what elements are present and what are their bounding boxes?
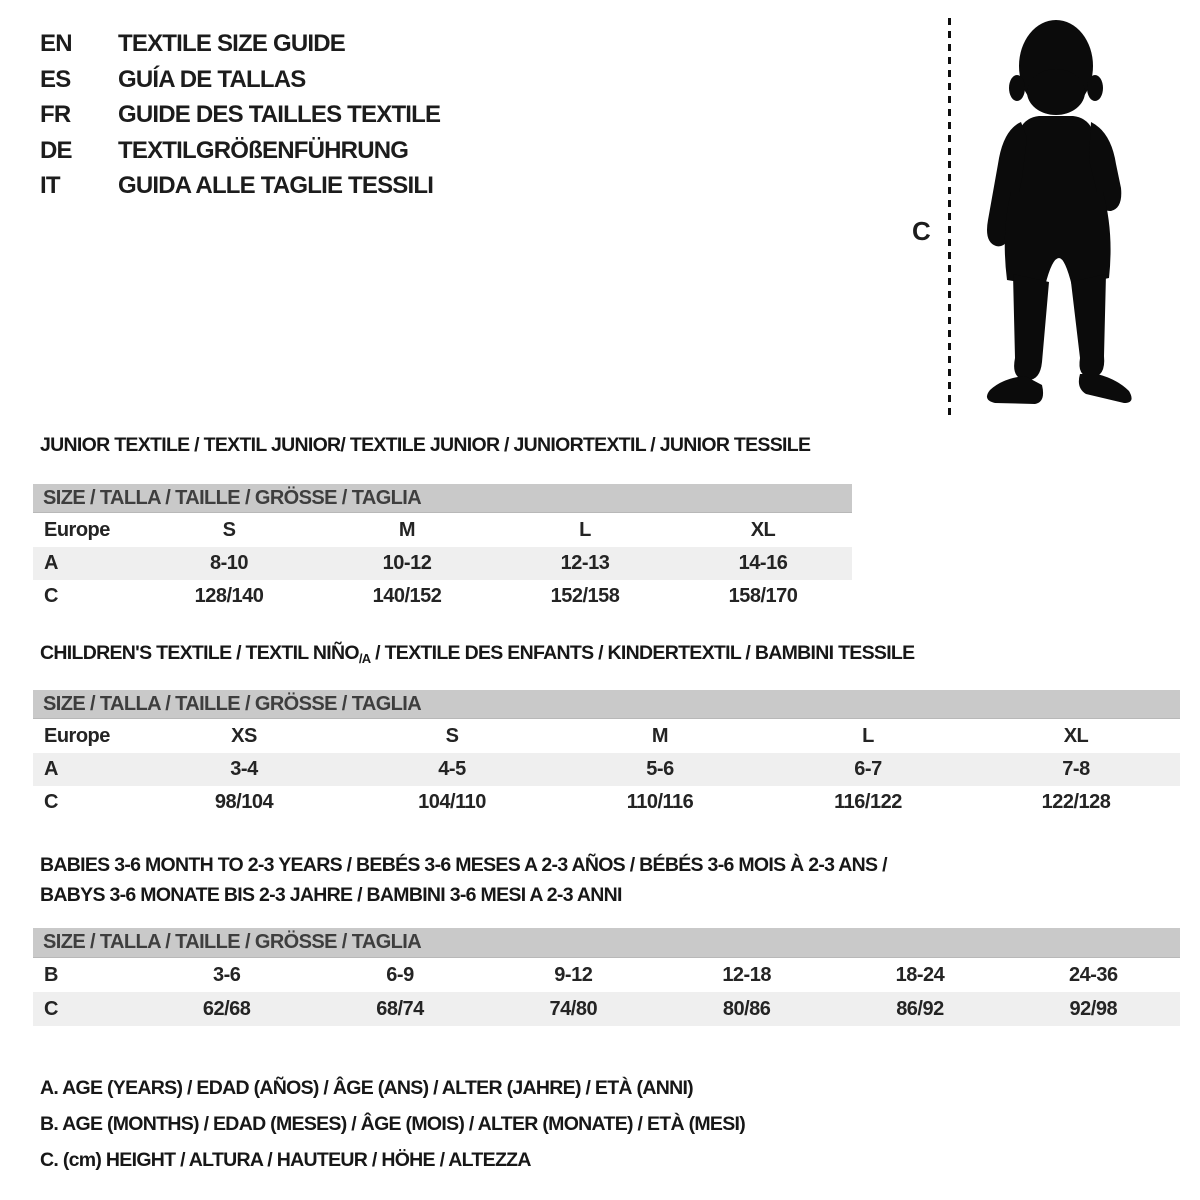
babies-title-line2: BABYS 3-6 MONATE BIS 2-3 JAHRE / BAMBINI 3-6 MESI A 2-3 ANNI [40,884,622,906]
size-cell: L [862,724,874,747]
height-cell: 86/92 [896,997,944,1020]
table-row-height [33,580,852,613]
children-title-subscript: /A [358,651,371,666]
height-measure-dashed-line [948,18,951,416]
toddler-silhouette-image [975,20,1140,416]
measurement-legend [40,1070,745,1178]
language-title: GUIDE DES TAILLES TEXTILE [118,101,441,128]
size-cell: XL [1063,724,1089,747]
table-row-height [33,992,1180,1026]
language-row-it [40,172,440,199]
table-row-age [33,547,852,580]
months-cell: 6-9 [386,963,414,986]
age-cell: 10-12 [382,552,432,574]
children-title-suffix: / TEXTILE DES ENFANTS / KINDERTEXTIL / BAMBINI TESSILE [370,642,915,664]
row-label: C [44,791,58,813]
children-size-table [33,690,1180,819]
age-cell: 14-16 [738,552,788,574]
row-label: Europe [44,724,110,747]
height-measure-label: C [912,216,931,246]
age-cell: 5-6 [646,758,674,780]
months-cell: 18-24 [895,963,945,986]
height-cell: 152/158 [550,585,620,607]
children-section-title [40,642,914,666]
legend-line-b: B. AGE (MONTHS) / EDAD (MESES) / ÂGE (MOIS) / ALTER (MONATE) / ETÀ (MESI) [40,1113,746,1135]
age-cell: 7-8 [1062,758,1090,780]
legend-line-c: C. (cm) HEIGHT / ALTURA / HAUTEUR / HÖHE / ALTEZZA [40,1149,531,1171]
height-cell: 92/98 [1069,997,1118,1020]
height-cell: 68/74 [376,997,424,1020]
size-cell: XS [231,724,257,747]
table-row-height [33,786,1180,819]
height-cell: 62/68 [202,997,251,1020]
height-cell: 98/104 [214,791,274,813]
size-header-label: SIZE / TALLA / TAILLE / GRÖSSE / TAGLIA [43,486,422,509]
children-title-prefix: CHILDREN'S TEXTILE / TEXTIL NIÑO [40,642,359,664]
height-cell: 158/170 [728,585,798,607]
language-code: EN [40,30,72,57]
language-row-de [40,136,440,164]
months-cell: 12-18 [722,963,771,986]
size-cell: M [398,518,416,541]
height-cell: 122/128 [1041,791,1111,813]
babies-title-line1: BABIES 3-6 MONTH TO 2-3 YEARS / BEBÉS 3-6 MESES A 2-3 AÑOS / BÉBÉS 3-6 MOIS À 2-3 ANS / [40,854,887,876]
age-cell: 6-7 [854,758,882,780]
height-cell: 74/80 [549,997,598,1020]
junior-size-table [33,484,852,613]
age-cell: 12-13 [560,552,610,574]
size-cell: S [445,724,459,747]
language-title: TEXTILGRÖßENFÜHRUNG [118,136,409,164]
language-title: TEXTILE SIZE GUIDE [118,30,345,57]
months-cell: 3-6 [212,963,241,986]
babies-section-title [40,850,887,910]
language-code: FR [40,101,71,128]
language-row-es [40,65,440,93]
table-row-europe [33,719,1180,753]
age-cell: 4-5 [438,758,466,780]
language-title: GUÍA DE TALLAS [118,65,306,93]
row-label: A [44,552,58,574]
size-header-bar [33,484,852,513]
row-label: Europe [44,518,110,541]
language-title: GUIDA ALLE TAGLIE TESSILI [118,172,434,199]
legend-line-a: A. AGE (YEARS) / EDAD (AÑOS) / ÂGE (ANS) / ALTER (JAHRE) / ETÀ (ANNI) [40,1077,693,1099]
row-label: C [44,585,58,607]
size-header-label: SIZE / TALLA / TAILLE / GRÖSSE / TAGLIA [43,931,422,953]
height-cell: 104/110 [418,791,486,813]
height-cell: 110/116 [626,791,694,813]
height-cell: 128/140 [194,585,264,607]
language-title-list [40,30,441,211]
language-row-en [40,30,440,57]
size-header-bar [33,690,1180,719]
row-label: C [44,997,58,1020]
language-code: ES [40,65,71,93]
language-code: IT [40,172,60,199]
months-cell: 9-12 [554,963,593,986]
height-cell: 140/152 [372,585,442,607]
age-cell: 3-4 [230,758,258,780]
table-row-age [33,753,1180,786]
babies-size-table [33,928,1180,1026]
age-cell: 8-10 [209,552,249,574]
height-cell: 80/86 [722,997,771,1020]
language-code: DE [40,136,72,164]
size-cell: M [651,724,669,747]
table-row-months [33,958,1180,992]
size-cell: XL [750,518,776,541]
height-cell: 116/122 [834,791,902,813]
size-header-bar [33,928,1180,958]
table-row-europe [33,513,852,547]
language-row-fr [40,101,441,128]
size-cell: L [579,518,591,541]
size-cell: S [222,518,236,541]
row-label: A [44,758,58,780]
size-header-label: SIZE / TALLA / TAILLE / GRÖSSE / TAGLIA [43,692,422,715]
months-cell: 24-36 [1068,963,1118,986]
row-label: B [44,963,58,986]
junior-section-title: JUNIOR TEXTILE / TEXTIL JUNIOR/ TEXTILE JUNIOR / JUNIORTEXTIL / JUNIOR TESSILE [40,434,811,456]
